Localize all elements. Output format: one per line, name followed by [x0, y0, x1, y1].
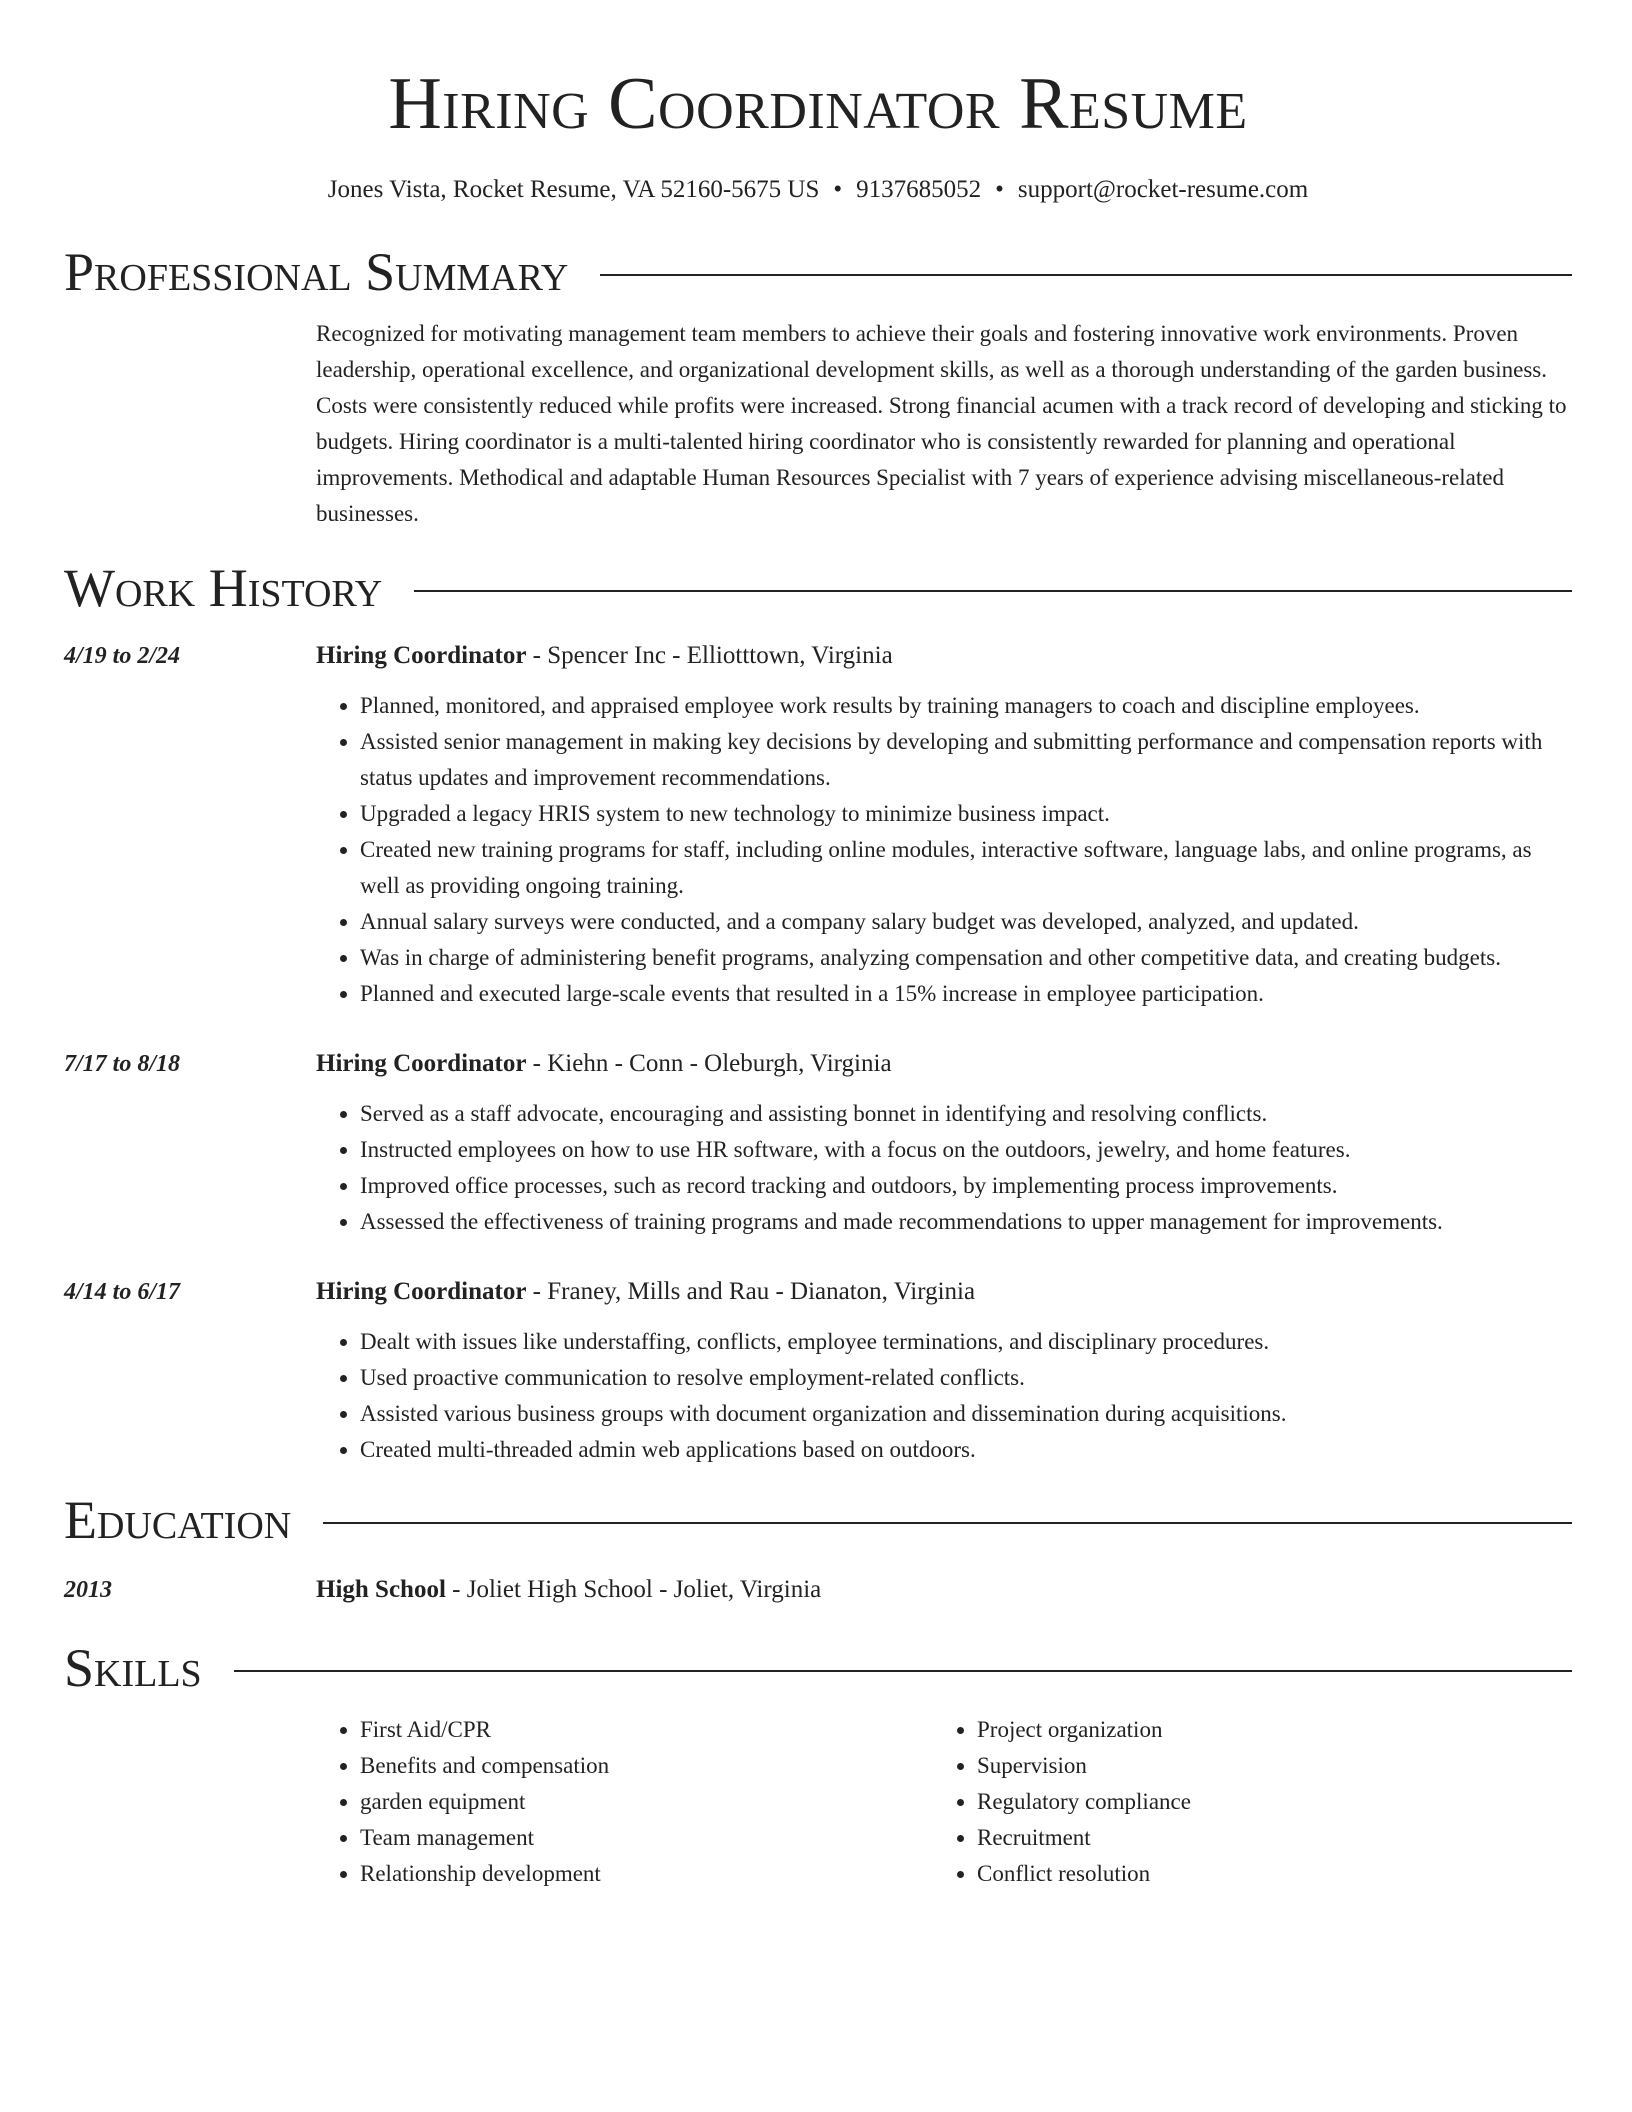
- education-section-title: Education: [64, 1490, 292, 1550]
- work-section-header: [64, 558, 1572, 618]
- contact-separator: •: [833, 176, 843, 203]
- job-details: - Spencer Inc - Elliotttown, Virginia: [526, 642, 893, 669]
- education-entry: [64, 1572, 1572, 1608]
- job-role: Hiring Coordinator: [316, 642, 527, 669]
- job-bullets: [316, 1324, 1572, 1468]
- section-divider: [323, 1522, 1572, 1524]
- job-bullet: • Assisted various business groups with document organization and dissemination during acquisitions.: [360, 1396, 1572, 1432]
- job-bullet: • Planned, monitored, and appraised employee work results by training managers to coach and discipline employees.: [360, 688, 1572, 724]
- job-bullet: • Instructed employees on how to use HR software, with a focus on the outdoors, jewelry, and home features.: [360, 1132, 1572, 1168]
- job-bullet: • Assisted senior management in making key decisions by developing and submitting performance and compensation reports with status updates and improvement recommendations.: [360, 724, 1572, 796]
- work-section-title: Work History: [64, 558, 383, 618]
- job-dates: 4/14 to 6/17: [64, 1279, 181, 1305]
- job-title-line: [316, 638, 893, 674]
- job-role: Hiring Coordinator: [316, 1050, 527, 1077]
- job-bullets: [316, 1096, 1572, 1240]
- skills-section-header: [64, 1638, 1572, 1698]
- job-role: Hiring Coordinator: [316, 1278, 527, 1305]
- job-bullet: • Upgraded a legacy HRIS system to new technology to minimize business impact.: [360, 796, 1572, 832]
- job-header: [64, 1274, 1572, 1310]
- skill-item: • Team management: [360, 1820, 933, 1856]
- job-bullet: • Annual salary surveys were conducted, and a company salary budget was developed, analyzed, and updated.: [360, 904, 1572, 940]
- job-bullets: [316, 688, 1572, 1012]
- job-dates: 4/19 to 2/24: [64, 643, 181, 669]
- education-year: 2013: [64, 1577, 112, 1603]
- job-entry: [64, 1046, 1572, 1240]
- skill-item: • Supervision: [977, 1748, 1550, 1784]
- resume-page: [64, 0, 1572, 1892]
- education-section-header: [64, 1490, 1572, 1550]
- contact-email: support@rocket-resume.com: [1017, 176, 1309, 203]
- job-bullet: • Served as a staff advocate, encouraging and assisting bonnet in identifying and resolving conflicts.: [360, 1096, 1572, 1132]
- job-bullet: • Planned and executed large-scale events that resulted in a 15% increase in employee participation.: [360, 976, 1572, 1012]
- section-divider: [234, 1670, 1572, 1672]
- skill-item: • Recruitment: [977, 1820, 1550, 1856]
- job-dates: 7/17 to 8/18: [64, 1051, 181, 1077]
- summary-section-title: Professional Summary: [64, 242, 569, 302]
- summary-text: Recognized for motivating management team members to achieve their goals and fostering innovative work environments. Proven leadership, operational excellence, and organizational development skills, as well as a thorough understanding of the garden business. Costs were consistently reduced while profits were increased. Strong financial acumen with a track record of developing and sticking to budgets. Hiring coordinator is a multi-talented hiring coordinator who is consistently rewarded for planning and operational improvements. Methodical and adaptable Human Resources Specialist with 7 years of experience advising miscellaneous-related businesses.: [316, 321, 1567, 526]
- job-title-line: [316, 1046, 892, 1082]
- education-degree: High School: [316, 1576, 446, 1603]
- job-details: - Kiehn - Conn - Oleburgh, Virginia: [526, 1050, 892, 1077]
- summary-section-header: [64, 242, 1572, 302]
- job-bullet: • Created multi-threaded admin web applications based on outdoors.: [360, 1432, 1572, 1468]
- job-title-line: [316, 1274, 975, 1310]
- education-details: - Joliet High School - Joliet, Virginia: [445, 1576, 822, 1603]
- contact-separator: •: [995, 176, 1004, 203]
- job-bullet: • Was in charge of administering benefit programs, analyzing compensation and other competitive data, and creating budgets.: [360, 940, 1572, 976]
- skill-item: • Relationship development: [360, 1856, 933, 1892]
- job-details: - Franey, Mills and Rau - Dianaton, Virginia: [526, 1278, 976, 1305]
- education-line: [316, 1572, 821, 1608]
- skill-item: • Benefits and compensation: [360, 1748, 933, 1784]
- skills-column-left: [316, 1712, 933, 1892]
- skill-item: • Regulatory compliance: [977, 1784, 1550, 1820]
- contact-phone: 9137685052: [856, 176, 982, 203]
- job-entry: [64, 638, 1572, 1012]
- skills-section-title: Skills: [64, 1638, 202, 1698]
- skill-item: • garden equipment: [360, 1784, 933, 1820]
- section-divider: [600, 274, 1572, 276]
- skills-column-right: [933, 1712, 1550, 1892]
- job-header: [64, 1046, 1572, 1082]
- skills-list: [316, 1712, 1572, 1892]
- job-bullet: • Created new training programs for staff, including online modules, interactive software, language labs, and online programs, as well as providing ongoing training.: [360, 832, 1572, 904]
- job-bullet: • Dealt with issues like understaffing, conflicts, employee terminations, and disciplinary procedures.: [360, 1324, 1572, 1360]
- job-entry: [64, 1274, 1572, 1468]
- resume-title: Hiring Coordinator Resume: [388, 63, 1248, 145]
- skill-item: • Project organization: [977, 1712, 1550, 1748]
- job-bullet: • Used proactive communication to resolve employment-related conflicts.: [360, 1360, 1572, 1396]
- skill-item: • Conflict resolution: [977, 1856, 1550, 1892]
- contact-address: Jones Vista, Rocket Resume, VA 52160-5675 US: [327, 176, 820, 203]
- job-bullet: • Improved office processes, such as record tracking and outdoors, by implementing process improvements.: [360, 1168, 1572, 1204]
- job-header: [64, 638, 1572, 674]
- contact-line: [64, 174, 1572, 206]
- skill-item: • First Aid/CPR: [360, 1712, 933, 1748]
- job-bullet: • Assessed the effectiveness of training programs and made recommendations to upper management for improvements.: [360, 1204, 1572, 1240]
- section-divider: [414, 590, 1572, 592]
